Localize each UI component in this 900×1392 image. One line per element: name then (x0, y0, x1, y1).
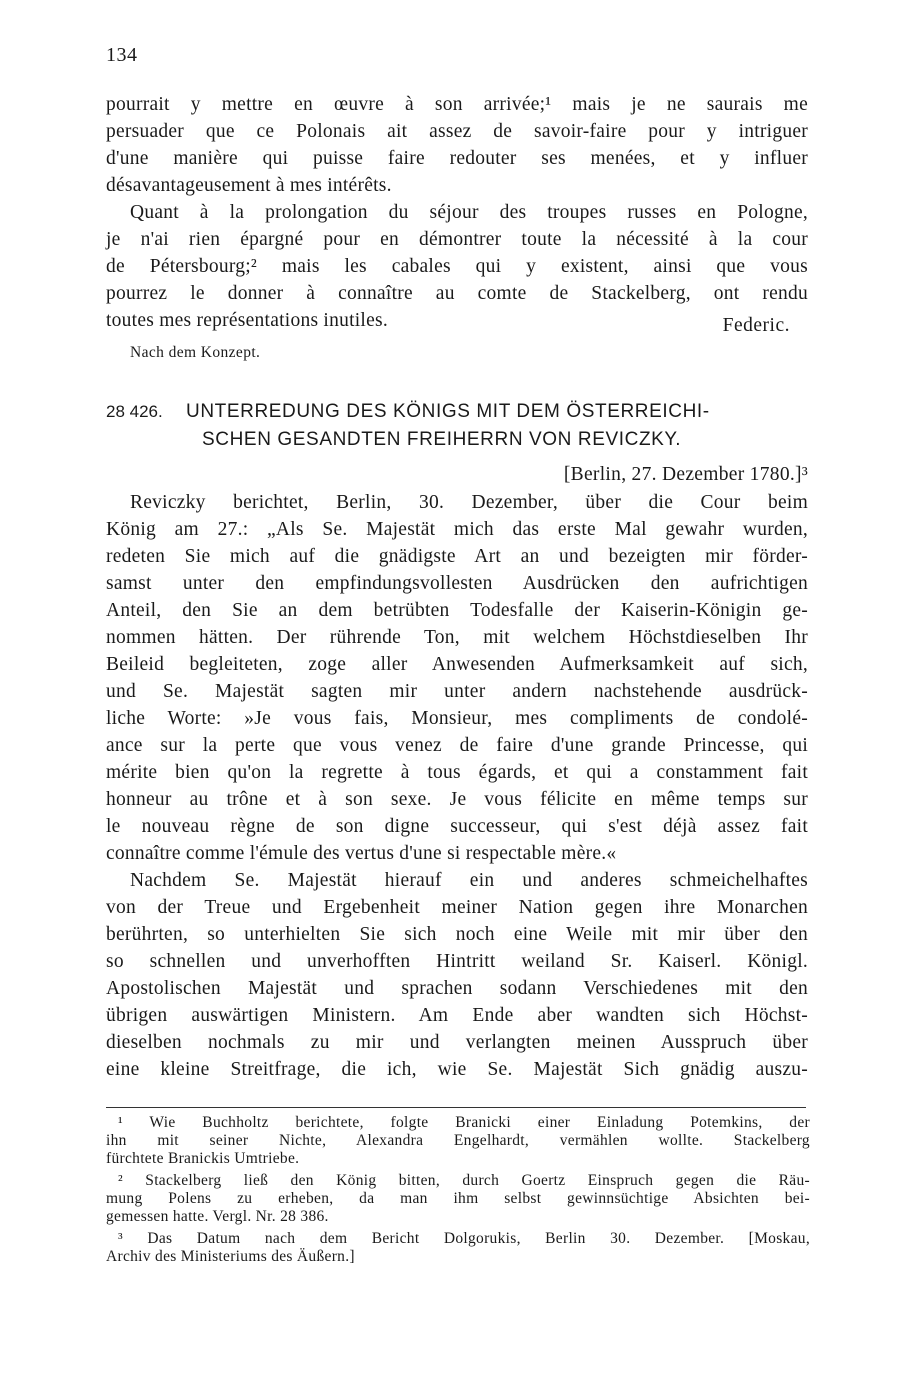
footnote-line: ² Stackelberg ließ den König bitten, durch Goertz Einspruch gegen die Räu- (118, 1172, 810, 1189)
text-line: connaître comme l'émule des vertus d'une si respectable mère.« (106, 843, 617, 864)
text-line: mérite bien qu'on la regrette à tous égards, et qui a constamment fait (106, 762, 808, 783)
text-line: de Pétersbourg;² mais les cabales qui y existent, ainsi que vous (106, 256, 808, 277)
text-line: toutes mes représentations inutiles. (106, 310, 388, 331)
text-line: König am 27.: „Als Se. Majestät mich das erste Mal gewahr wurden, (106, 519, 808, 540)
page-number: 134 (106, 44, 138, 66)
report-text (106, 489, 808, 1083)
text-line: Reviczky berichtet, Berlin, 30. Dezember, über die Cour beim (130, 492, 808, 513)
text-line: Quant à la prolongation du séjour des troupes russes en Pologne, (130, 202, 808, 223)
footnote-line: ihn mit seiner Nichte, Alexandra Engelhardt, vermählen wollte. Stackelberg (106, 1132, 810, 1149)
text-line: berührten, so unterhielten Sie sich noch eine Weile mit mir über den (106, 924, 808, 945)
text-line: Nachdem Se. Majestät hierauf ein und anderes schmeichelhaftes (130, 870, 808, 891)
text-line: Apostolischen Majestät und sprachen sodann Verschiedenes mit den (106, 978, 808, 999)
heading-line-1 (106, 398, 808, 426)
text-line: redeten Sie mich auf die gnädigste Art an und bezeigten mir förder- (106, 546, 808, 567)
text-line: samst unter den empfindungsvollesten Ausdrücken den aufrichtigen (106, 573, 808, 594)
text-line: honneur au trône et à son sexe. Je vous félicite en même temps sur (106, 789, 808, 810)
footnote-line: ¹ Wie Buchholtz berichtete, folgte Branicki einer Einladung Potemkins, der (118, 1114, 810, 1131)
footnote-2 (106, 1172, 810, 1226)
text-line: eine kleine Streitfrage, die ich, wie Se. Majestät Sich gnädig auszu- (106, 1059, 808, 1080)
letter-text (106, 91, 808, 362)
text-line: Beileid begleiteten, zoge aller Anwesenden Aufmerksamkeit auf sich, (106, 654, 808, 675)
text-line: und Se. Majestät sagten mir unter andern nachstehende ausdrück- (106, 681, 808, 702)
text-line: pourrait y mettre en œuvre à son arrivée;¹ mais je ne saurais me (106, 94, 808, 115)
footnote-line: fürchtete Branickis Umtriebe. (106, 1150, 300, 1167)
text-line: dieselben nochmals zu mir und verlangten meinen Ausspruch über (106, 1032, 808, 1053)
document-number: 28 426. (106, 402, 163, 421)
section-heading (106, 398, 808, 454)
text-line: d'une manière qui puisse faire redouter ses menées, et y influer (106, 148, 808, 169)
text-line: désavantageusement à mes intérêts. (106, 175, 392, 196)
closing-line (106, 307, 808, 334)
text-line: nommen hätten. Der rührende Ton, mit welchem Höchstdieselben Ihr (106, 627, 808, 648)
footnote-1 (106, 1114, 810, 1168)
text-line: Anteil, den Sie an dem betrübten Todesfalle der Kaiserin-Königin ge- (106, 600, 808, 621)
source-note: Nach dem Konzept. (130, 344, 261, 361)
heading-title-2: SCHEN GESANDTEN FREIHERRN VON REVICZKY. (202, 429, 682, 450)
signature: Federic. (722, 315, 790, 336)
footnote-line: gemessen hatte. Vergl. Nr. 28 386. (106, 1208, 329, 1225)
footnote-line: ³ Das Datum nach dem Bericht Dolgorukis, Berlin 30. Dezember. [Moskau, (118, 1230, 810, 1247)
text-line: ance sur la perte que vous venez de faire d'une grande Princesse, qui (106, 735, 808, 756)
footnote-divider (106, 1107, 806, 1108)
text-line: persuader que ce Polonais ait assez de savoir-faire pour y intriguer (106, 121, 808, 142)
text-line: übrigen auswärtigen Ministern. Am Ende aber wandten sich Höchst- (106, 1005, 808, 1026)
footnote-line: mung Polens zu erheben, da man ihm selbst gewinnsüchtige Absichten bei- (106, 1190, 810, 1207)
text-line: so schnellen und unverhofften Hintritt weiland Sr. Kaiserl. Königl. (106, 951, 808, 972)
text-line: le nouveau règne de son digne successeur, qui s'est déjà assez fait (106, 816, 808, 837)
text-line: von der Treue und Ergebenheit meiner Nation gegen ihre Monarchen (106, 897, 808, 918)
footnote-3 (106, 1230, 810, 1266)
footnote-line: Archiv des Ministeriums des Äußern.] (106, 1248, 355, 1265)
text-line: je n'ai rien épargné pour en démontrer toute la nécessité à la cour (106, 229, 808, 250)
heading-title-1: UNTERREDUNG DES KÖNIGS MIT DEM ÖSTERREICHI- (186, 401, 710, 422)
text-line: pourrez le donner à connaître au comte de Stackelberg, ont rendu (106, 283, 808, 304)
date-line: [Berlin, 27. Dezember 1780.]³ (563, 464, 808, 485)
text-line: liche Worte: »Je vous fais, Monsieur, mes compliments de condolé- (106, 708, 808, 729)
